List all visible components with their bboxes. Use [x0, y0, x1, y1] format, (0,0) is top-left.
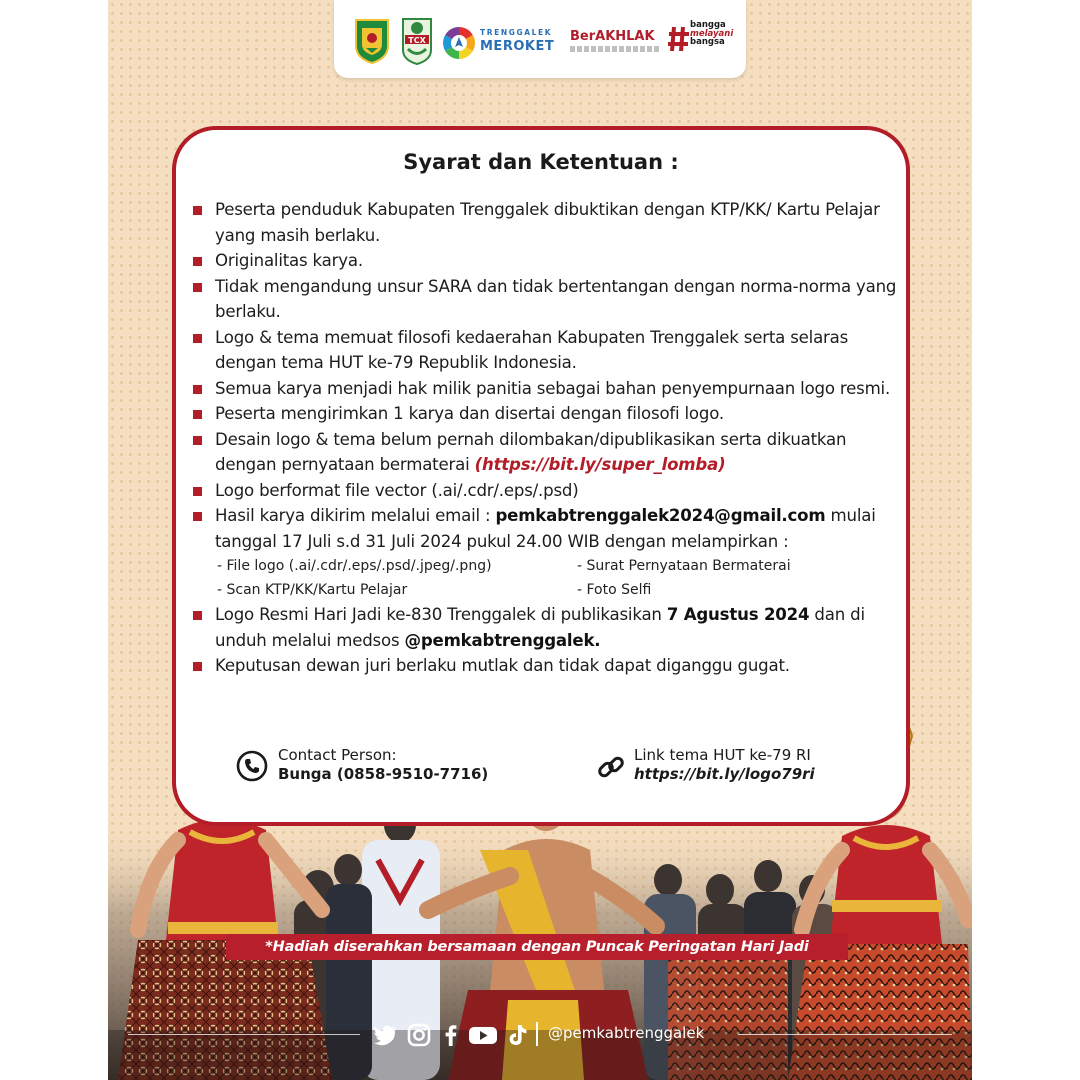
- rule-text: Keputusan dewan juri berlaku mutlak dan tidak dapat diganggu gugat.: [215, 656, 790, 675]
- meroket-wordmark: [480, 29, 562, 59]
- berakhlak-logo: [570, 30, 666, 60]
- bullet-icon: [193, 436, 202, 445]
- attachment-item: - Scan KTP/KK/Kartu Pelajar: [217, 582, 408, 598]
- bullet-icon: [193, 206, 202, 215]
- contact-name: Bunga (0858-9510-7716): [278, 765, 489, 783]
- rule-text: Peserta mengirimkan 1 karya dan disertai dengan filosofi logo.: [215, 404, 724, 423]
- rule-item: [191, 653, 899, 679]
- rule-text: Logo & tema memuat filosofi kedaerahan Kabupaten Trenggalek serta selaras dengan tema HUT ke-79 Republik Indonesia.: [215, 327, 849, 372]
- berakhlak-tagline: [570, 46, 660, 52]
- rule-item: [191, 478, 899, 504]
- rule-text: Logo Resmi Hari Jadi ke-830 Trenggalek di publikasikan: [215, 605, 662, 624]
- rule-text: Peserta penduduk Kabupaten Trenggalek dibuktikan dengan KTP/KK/ Kartu Pelajar yang masih berlaku.: [215, 200, 880, 245]
- social-divider-right: [738, 1034, 952, 1035]
- bangga-line3: bangsa: [690, 37, 725, 48]
- card-title: Syarat dan Ketentuan :: [403, 150, 679, 174]
- rule-text: Semua karya menjadi hak milik panitia sebagai bahan penyempurnaan logo resmi.: [215, 378, 891, 398]
- super-lomba-link[interactable]: (https://bit.ly/super_lomba): [474, 455, 726, 474]
- rules-list: [191, 197, 899, 679]
- attachments-list: [191, 554, 899, 602]
- publish-date: 7 Agustus 2024: [666, 605, 810, 624]
- bullet-icon: [193, 487, 202, 496]
- social-handle-mention[interactable]: @pemkabtrenggalek.: [404, 630, 601, 650]
- regency-emblem-logo: [354, 18, 390, 64]
- instagram-icon[interactable]: [406, 1022, 432, 1048]
- rule-text: Desain logo & tema belum pernah dilombakan/dipublikasikan serta dikuatkan dengan pernyataan bermaterai: [215, 429, 847, 474]
- twitter-icon[interactable]: [372, 1022, 398, 1048]
- prize-footnote: *Hadiah diserahkan bersamaan dengan Puncak Peringatan Hari Jadi: [226, 934, 848, 960]
- rule-item: [191, 401, 899, 427]
- attachment-item: - File logo (.ai/.cdr/.eps/.psd/.jpeg/.png): [217, 558, 492, 574]
- theme-link[interactable]: [596, 746, 896, 790]
- rule-text: Hasil karya dikirim melalui email :: [215, 506, 491, 525]
- youtube-icon[interactable]: [468, 1022, 498, 1048]
- meroket-big-text: MEROKET: [480, 38, 555, 54]
- bullet-icon: [193, 334, 202, 343]
- meroket-mark-logo: [442, 26, 476, 60]
- rule-item: [191, 503, 899, 554]
- bullet-icon: [193, 662, 202, 671]
- facebook-icon[interactable]: [438, 1022, 464, 1048]
- bangga-melayani-mark-icon: [668, 25, 690, 53]
- logo-bar: [334, 0, 746, 78]
- bullet-icon: [193, 283, 202, 292]
- bullet-icon: [193, 611, 202, 620]
- bullet-icon: [193, 385, 202, 394]
- social-handle[interactable]: @pemkabtrenggalek: [548, 1024, 705, 1042]
- terms-card: [172, 126, 910, 826]
- bangga-line1: bangga: [690, 20, 726, 30]
- social-separator: [536, 1022, 538, 1046]
- submission-email[interactable]: pemkabtrenggalek2024@gmail.com: [495, 506, 826, 525]
- tcx-logo: [400, 16, 434, 66]
- rule-text: Tidak mengandung unsur SARA dan tidak bertentangan dengan norma-norma yang berlaku.: [215, 276, 897, 321]
- meroket-small-text: TRENGGALEK: [480, 28, 553, 37]
- rule-item: [191, 376, 899, 402]
- contact-person[interactable]: [236, 746, 536, 790]
- bullet-icon: [193, 257, 202, 266]
- rule-text: mulai tanggal 17 Juli s.d 31 Juli 2024 pukul 24.00 WIB dengan melampirkan :: [215, 506, 876, 551]
- social-bar: [372, 1020, 732, 1050]
- link-chain-icon: [596, 752, 626, 782]
- bullet-icon: [193, 410, 202, 419]
- rule-text: Originalitas karya.: [215, 251, 363, 270]
- attachment-item: - Surat Pernyataan Bermaterai: [577, 558, 791, 574]
- tcx-text: TCX: [408, 36, 426, 45]
- phone-icon: [236, 750, 268, 782]
- tiktok-icon[interactable]: [504, 1022, 530, 1048]
- bullet-icon: [193, 512, 202, 521]
- rule-item: [191, 325, 899, 376]
- attachment-item: - Foto Selfi: [577, 582, 652, 598]
- bangga-line2: melayani: [690, 28, 734, 39]
- berakhlak-text: BerAKHLAK: [570, 29, 655, 44]
- contact-label: Contact Person:: [278, 746, 397, 764]
- bangga-melayani-text: [690, 21, 744, 61]
- social-divider-left: [128, 1034, 360, 1035]
- rule-text: dan di unduh melalui medsos: [215, 605, 865, 650]
- theme-link-url[interactable]: https://bit.ly/logo79ri: [634, 765, 815, 783]
- poster: [108, 0, 972, 1080]
- rule-item: [191, 602, 899, 653]
- rule-item: [191, 248, 899, 274]
- rule-text: Logo berformat file vector (.ai/.cdr/.eps/.psd): [215, 480, 579, 500]
- rule-item: [191, 274, 899, 325]
- rule-item: [191, 197, 899, 248]
- rule-item: [191, 427, 899, 478]
- theme-link-label: Link tema HUT ke-79 RI: [634, 746, 811, 764]
